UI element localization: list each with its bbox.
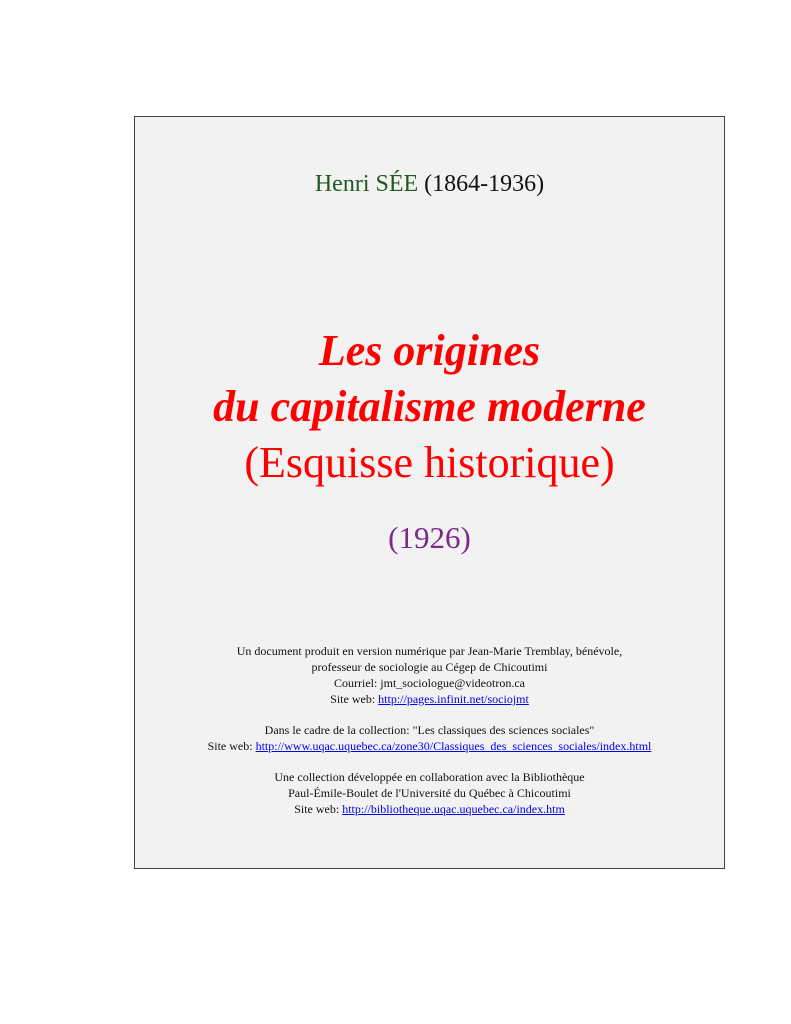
book-subtitle: (Esquisse historique) [244, 438, 615, 487]
author-line [135, 169, 724, 199]
credits-block-library [135, 769, 724, 817]
site-label: Site web: [207, 739, 256, 753]
site-label: Site web: [294, 802, 343, 816]
library-site-line [135, 801, 724, 817]
book-title [135, 323, 724, 491]
author-name: Henri SÉE [314, 171, 419, 197]
producer-line: Un document produit en version numérique par Jean-Marie Tremblay, bénévole, [236, 644, 623, 658]
author-dates: (1864-1936) [424, 171, 545, 197]
site-label: Site web: [330, 692, 379, 706]
library-line-1: Une collection développée en collaboration avec la Bibliothèque [274, 770, 585, 784]
producer-site-link[interactable]: http://pages.infinit.net/sociojmt [378, 692, 529, 706]
title-page-frame [134, 116, 725, 869]
library-site-link[interactable]: http://bibliotheque.uqac.uquebec.ca/index.htm [342, 802, 565, 816]
library-line-2: Paul-Émile-Boulet de l'Université du Québec à Chicoutimi [288, 786, 571, 800]
title-line-2: du capitalisme moderne [213, 382, 646, 431]
title-line-1: Les origines [318, 326, 541, 375]
collection-line: Dans le cadre de la collection: "Les classiques des sciences sociales" [264, 723, 595, 737]
collection-site-link[interactable]: http://www.uqac.uquebec.ca/zone30/Classiques_des_sciences_sociales/index.html [255, 739, 652, 753]
credits-block-collection [135, 722, 724, 754]
collection-site-line [135, 738, 724, 754]
producer-affiliation: professeur de sociologie au Cégep de Chicoutimi [311, 660, 548, 674]
producer-email: Courriel: jmt_sociologue@videotron.ca [333, 676, 525, 690]
credits-section [135, 643, 724, 832]
producer-site-line [135, 691, 724, 707]
credits-block-producer [135, 643, 724, 707]
publication-year: (1926) [388, 520, 471, 555]
